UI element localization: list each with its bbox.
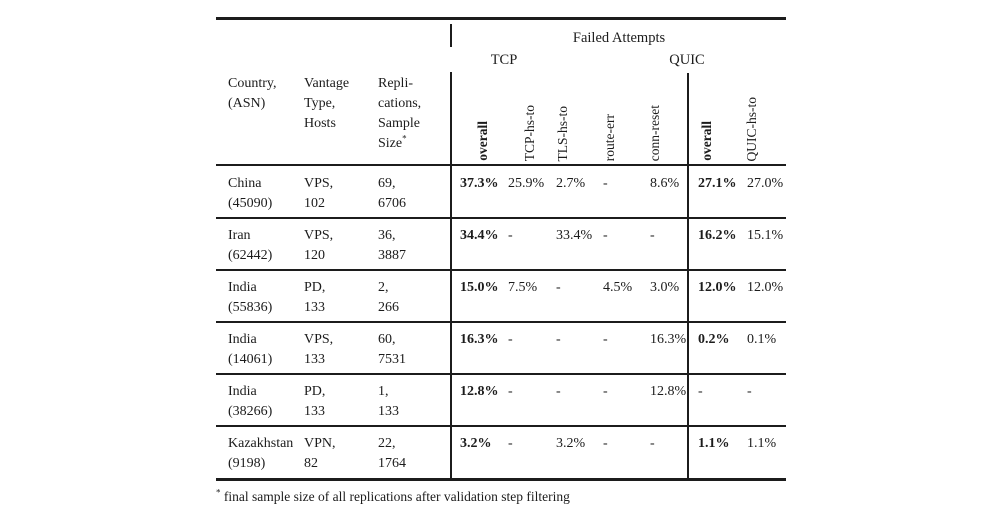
row-separator xyxy=(216,217,786,219)
tcp-section-divider xyxy=(450,24,452,47)
route-err-value: - xyxy=(603,228,608,243)
replications-cell xyxy=(378,174,406,214)
replications-cell-line: 60, xyxy=(378,332,396,347)
country-cell-line: Kazakhstan xyxy=(228,436,294,451)
tls-hs-to-value: - xyxy=(556,332,561,347)
tcp-section-divider xyxy=(450,72,452,164)
vantage-cell-line: PD, xyxy=(304,384,326,399)
tcp-overall-header: overall xyxy=(475,121,490,161)
quic-overall-header: overall xyxy=(699,121,714,161)
conn-reset-value: 3.0% xyxy=(650,280,680,295)
replications-cell-line: 2, xyxy=(378,280,389,295)
replications-header-line: Repli- xyxy=(378,76,413,91)
quic-section-divider xyxy=(687,73,689,164)
failed-attempts-header: Failed Attempts xyxy=(572,30,666,46)
route-err-value: - xyxy=(603,384,608,399)
country-header-line: (ASN) xyxy=(228,96,266,111)
replications-cell-line: 1, xyxy=(378,384,389,399)
vantage-cell-line: 133 xyxy=(304,300,325,315)
conn-reset-value: 16.3% xyxy=(650,332,687,347)
quic-hs-to-header: QUIC-hs-to xyxy=(744,96,759,161)
replications-header-line xyxy=(378,134,421,154)
tcp-section-divider xyxy=(450,166,452,478)
replications-column-header xyxy=(378,74,421,154)
country-column-header xyxy=(228,74,276,114)
country-cell xyxy=(228,278,272,318)
vantage-cell-line: 133 xyxy=(304,352,325,367)
replications-cell-line: 22, xyxy=(378,436,396,451)
quic-hs-to-value: - xyxy=(747,384,752,399)
tls-hs-to-value: - xyxy=(556,280,561,295)
replications-cell-line: 3887 xyxy=(378,248,406,263)
table-bottom-rule xyxy=(216,478,786,481)
replications-header-line: cations, xyxy=(378,96,422,111)
country-cell-line: (62442) xyxy=(228,248,273,263)
quic-overall-value: 12.0% xyxy=(698,280,737,295)
tcp-hs-to-header: TCP-hs-to xyxy=(522,104,537,161)
tcp-hs-to-value: 7.5% xyxy=(508,280,538,295)
tcp-overall-value: 34.4% xyxy=(460,228,499,243)
quic-hs-to-value: 27.0% xyxy=(747,176,784,191)
country-cell-line: (14061) xyxy=(228,352,273,367)
tcp-hs-to-value: - xyxy=(508,436,513,451)
route-err-value: - xyxy=(603,332,608,347)
vantage-header-line: Hosts xyxy=(304,116,336,131)
tcp-overall-value: 37.3% xyxy=(460,176,499,191)
route-err-value: 4.5% xyxy=(603,280,633,295)
replications-cell xyxy=(378,330,406,370)
row-separator xyxy=(216,425,786,427)
replications-cell-line: 1764 xyxy=(378,456,406,471)
country-cell-line: India xyxy=(228,280,257,295)
table-footnote xyxy=(216,489,570,505)
quic-overall-value: 16.2% xyxy=(698,228,737,243)
replications-cell xyxy=(378,382,399,422)
country-cell-line: (38266) xyxy=(228,404,273,419)
tcp-overall-value: 12.8% xyxy=(460,384,499,399)
tls-hs-to-value: - xyxy=(556,384,561,399)
quic-hs-to-value: 1.1% xyxy=(747,436,777,451)
replications-cell-line: 266 xyxy=(378,300,399,315)
replications-cell-line: 6706 xyxy=(378,196,406,211)
quic-overall-value: 27.1% xyxy=(698,176,737,191)
route-err-value: - xyxy=(603,176,608,191)
vantage-cell xyxy=(304,174,333,214)
country-cell-line: China xyxy=(228,176,262,191)
size-footnote-marker: * xyxy=(402,133,407,144)
quic-overall-value: 0.2% xyxy=(698,332,730,347)
quic-hs-to-value: 0.1% xyxy=(747,332,777,347)
vantage-cell xyxy=(304,434,336,474)
country-cell-line: (55836) xyxy=(228,300,273,315)
country-cell-line: Iran xyxy=(228,228,251,243)
route-err-header: route-err xyxy=(602,113,617,161)
quic-hs-to-value: 15.1% xyxy=(747,228,784,243)
country-cell xyxy=(228,330,272,370)
tcp-overall-value: 15.0% xyxy=(460,280,499,295)
replications-cell-line: 133 xyxy=(378,404,399,419)
vantage-cell-line: VPS, xyxy=(304,228,334,243)
vantage-cell xyxy=(304,226,333,266)
tls-hs-to-value: 33.4% xyxy=(556,228,593,243)
row-separator xyxy=(216,373,786,375)
conn-reset-header: conn-reset xyxy=(647,104,662,161)
tls-hs-to-value: 3.2% xyxy=(556,436,586,451)
tcp-overall-value: 3.2% xyxy=(460,436,492,451)
tls-hs-to-value: 2.7% xyxy=(556,176,586,191)
row-separator xyxy=(216,321,786,323)
vantage-cell xyxy=(304,278,325,318)
row-separator xyxy=(216,269,786,271)
replications-cell xyxy=(378,226,406,266)
quic-overall-value: - xyxy=(698,384,703,399)
vantage-header-line: Type, xyxy=(304,96,336,111)
quic-group-header: QUIC xyxy=(669,52,705,68)
tcp-overall-value: 16.3% xyxy=(460,332,499,347)
vantage-cell-line: VPN, xyxy=(304,436,336,451)
vantage-cell-line: VPS, xyxy=(304,332,334,347)
conn-reset-value: 8.6% xyxy=(650,176,680,191)
tcp-hs-to-value: - xyxy=(508,228,513,243)
conn-reset-value: 12.8% xyxy=(650,384,687,399)
tcp-group-header: TCP xyxy=(490,52,518,68)
country-cell-line: (9198) xyxy=(228,456,266,471)
vantage-cell-line: 120 xyxy=(304,248,325,263)
vantage-column-header xyxy=(304,74,349,134)
footnote-text: final sample size of all replications after validation step filtering xyxy=(223,489,570,504)
country-cell xyxy=(228,382,272,422)
quic-hs-to-value: 12.0% xyxy=(747,280,784,295)
country-cell xyxy=(228,174,272,214)
size-label: Size xyxy=(378,136,403,151)
vantage-cell-line: VPS, xyxy=(304,176,334,191)
tls-hs-to-header: TLS-hs-to xyxy=(555,105,570,161)
vantage-cell xyxy=(304,330,333,370)
conn-reset-value: - xyxy=(650,228,655,243)
tcp-hs-to-value: - xyxy=(508,384,513,399)
route-err-value: - xyxy=(603,436,608,451)
tcp-hs-to-value: 25.9% xyxy=(508,176,545,191)
footnote-marker: * xyxy=(216,487,221,498)
vantage-cell-line: 102 xyxy=(304,196,325,211)
country-cell-line: India xyxy=(228,384,257,399)
tcp-hs-to-value: - xyxy=(508,332,513,347)
table-header-rule xyxy=(216,164,786,166)
country-cell xyxy=(228,226,272,266)
table-top-rule xyxy=(216,17,786,20)
country-cell xyxy=(228,434,293,474)
replications-cell-line: 36, xyxy=(378,228,396,243)
replications-cell-line: 69, xyxy=(378,176,396,191)
vantage-cell xyxy=(304,382,325,422)
replications-cell-line: 7531 xyxy=(378,352,406,367)
replications-header-line: Sample xyxy=(378,116,420,131)
quic-overall-value: 1.1% xyxy=(698,436,730,451)
vantage-cell-line: PD, xyxy=(304,280,326,295)
replications-cell xyxy=(378,278,399,318)
vantage-header-line: Vantage xyxy=(304,76,350,91)
replications-cell xyxy=(378,434,406,474)
vantage-cell-line: 133 xyxy=(304,404,325,419)
vantage-cell-line: 82 xyxy=(304,456,318,471)
conn-reset-value: - xyxy=(650,436,655,451)
quic-section-divider xyxy=(687,166,689,478)
country-cell-line: (45090) xyxy=(228,196,273,211)
country-cell-line: India xyxy=(228,332,257,347)
country-header-line: Country, xyxy=(228,76,277,91)
